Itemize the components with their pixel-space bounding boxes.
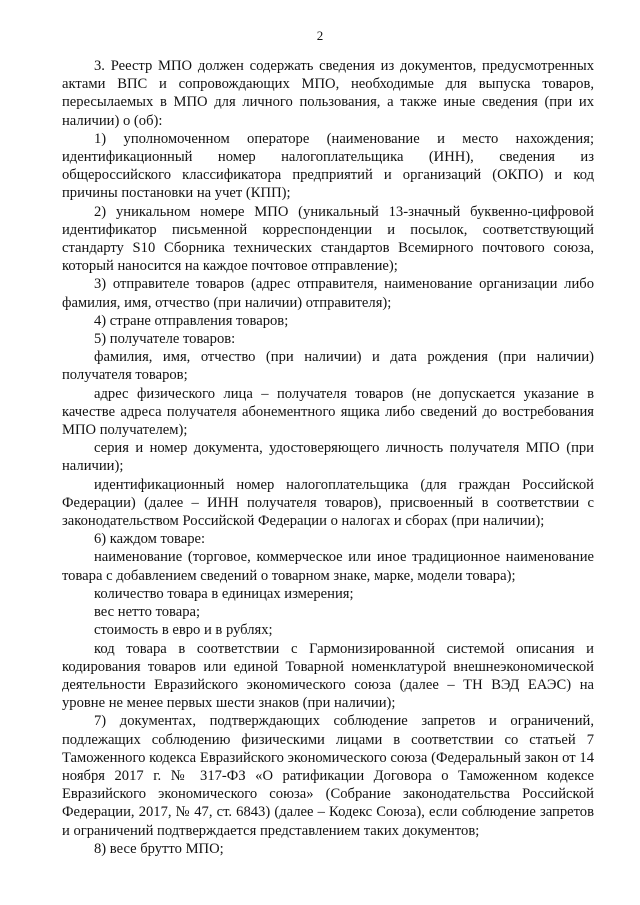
page-number: 2	[316, 28, 324, 43]
paragraph-item-3-sender: 3) отправителе товаров (адрес отправителя, наименование организации либо фамилия, имя, отчество (при наличии) отправителя);	[62, 276, 594, 311]
paragraph-recipient-name: фамилия, имя, отчество (при наличии) и дата рождения (при наличии) получателя товаров;	[62, 349, 594, 384]
paragraph-goods-net-weight: вес нетто товара;	[94, 604, 201, 621]
paragraph-item-4-country: 4) стране отправления товаров;	[94, 312, 289, 329]
paragraph-recipient-inn: идентификационный номер налогоплательщика (для граждан Российской Федерации) (далее – ИНН получателя товаров), присвоенный в соответствии с законодательством Российской Федерации о налогах и сборах (при наличии);	[62, 476, 594, 530]
document-body	[62, 57, 594, 858]
paragraph-item-7-documents: 7) документах, подтверждающих соблюдение запретов и ограничений, подлежащих соблюдению физическими лицами в соответствии со статьей 7 Таможенного кодекса Евразийского экономического союза (Федеральный закон от 14 ноября 2017 г. № 317-ФЗ «О ратификации Договора о Таможенном кодексе Евразийского экономического союза» (Собрание законодательства Российской Федерации, 2017, № 47, ст. 6843) (далее – Кодекс Союза), если соблюдение запретов и ограничений подтверждается представлением таких документов;	[62, 713, 594, 839]
paragraph-item-2-unique-number: 2) уникальном номере МПО (уникальный 13-значный буквенно-цифровой идентификатор письменной корреспонденции и посылок, соответствующий стандарту S10 Сборника технических стандартов Всемирного почтового союза, который наносится на каждое почтовое отправление);	[62, 203, 594, 275]
paragraph-item-5-recipient: 5) получателе товаров:	[94, 331, 236, 348]
paragraph-recipient-address: адрес физического лица – получателя товаров (не допускается указание в качестве адреса получателя абонементного ящика либо сведений до востребования МПО получателем);	[62, 385, 594, 439]
paragraph-goods-quantity: количество товара в единицах измерения;	[94, 585, 354, 602]
paragraph-registry-requirements: 3. Реестр МПО должен содержать сведения из документов, предусмотренных актами ВПС и сопровождающих МПО, необходимые для выпуска товаров, пересылаемых в МПО для личного пользования, а также иные сведения (при их наличии) о (об):	[62, 58, 594, 129]
paragraph-item-6-goods: 6) каждом товаре:	[94, 531, 206, 548]
paragraph-goods-code: код товара в соответствии с Гармонизированной системой описания и кодирования товаров или единой Товарной номенклатурой внешнеэкономической деятельности Евразийского экономического союза (далее – ТН ВЭД ЕАЭС) на уровне не менее первых шести знаков (при наличии);	[62, 640, 594, 712]
paragraph-item-8-gross-weight: 8) весе брутто МПО;	[94, 840, 224, 857]
paragraph-item-1-operator: 1) уполномоченном операторе (наименование и место нахождения; идентификационный номер налогоплательщика (ИНН), сведения из общероссийского классификатора предприятий и организаций (ОКПО) и код причины постановки на учет (КПП);	[62, 130, 594, 202]
paragraph-goods-name: наименование (торговое, коммерческое или иное традиционное наименование товара с добавлением сведений о товарном знаке, марке, модели товара);	[62, 549, 594, 584]
paragraph-recipient-id-document: серия и номер документа, удостоверяющего личность получателя МПО (при наличии);	[62, 440, 594, 475]
paragraph-goods-value: стоимость в евро и в рублях;	[94, 622, 273, 639]
